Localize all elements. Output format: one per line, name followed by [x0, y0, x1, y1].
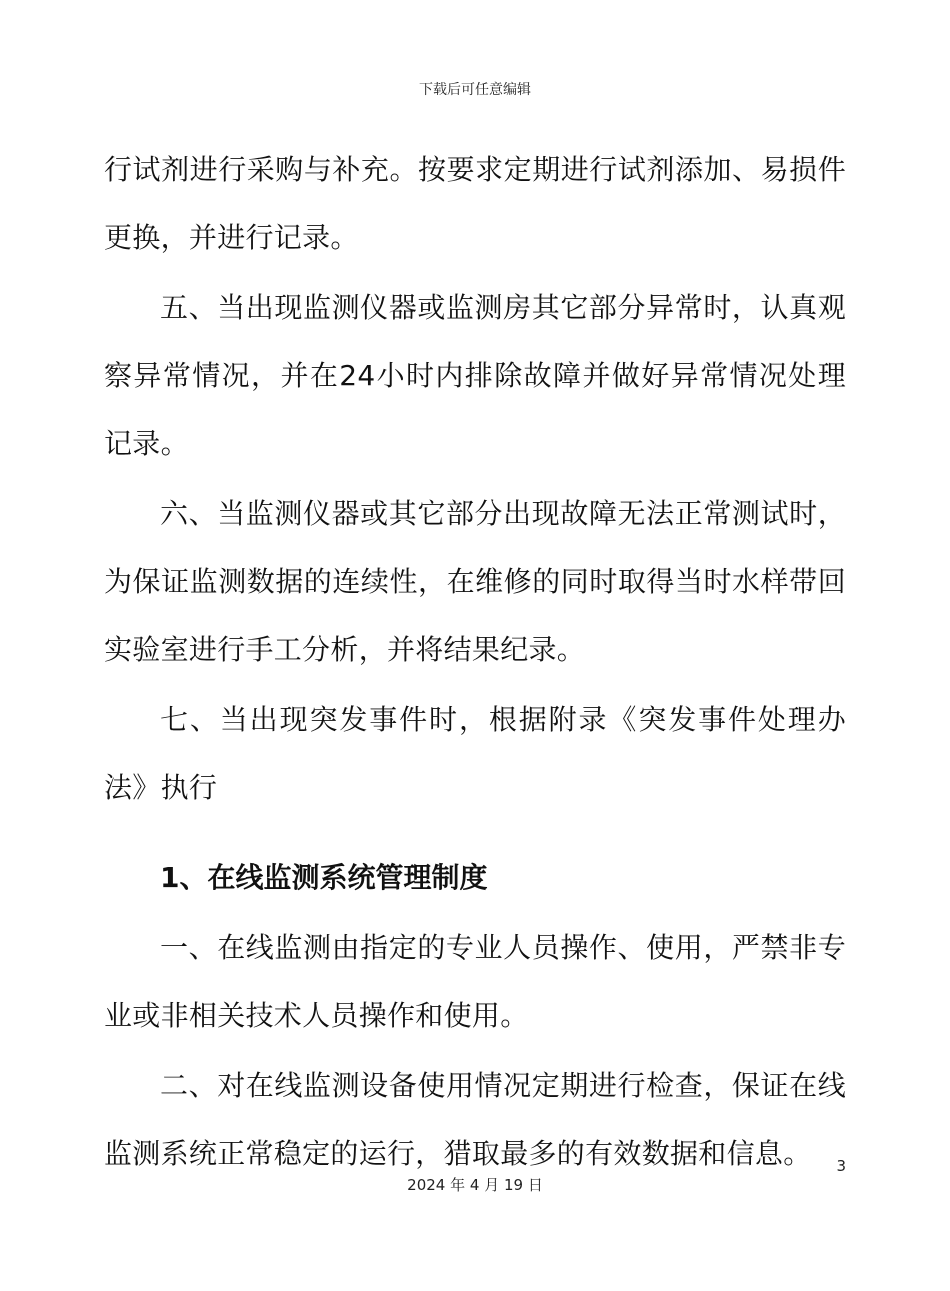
footer-date: 2024 年 4 月 19 日: [407, 1176, 543, 1194]
page-number: 3: [836, 1157, 846, 1175]
page-header: 下载后可任意编辑: [419, 82, 531, 98]
paragraph-item-seven: 七、当出现突发事件时，根据附录《突发事件处理办法》执行: [104, 703, 846, 804]
paragraph-rule-one: 一、在线监测由指定的专业人员操作、使用，严禁非专业或非相关技术人员操作和使用。: [104, 931, 846, 1032]
paragraph-item-five: 五、当出现监测仪器或监测房其它部分异常时，认真观察异常情况，并在24小时内排除故障并做好异常情况处理记录。: [104, 291, 846, 460]
paragraph-rule-two: 二、对在线监测设备使用情况定期进行检查，保证在线监测系统正常稳定的运行，猎取最多的有效数据和信息。: [104, 1069, 846, 1170]
paragraph-continued: 行试剂进行采购与补充。按要求定期进行试剂添加、易损件更换，并进行记录。: [104, 153, 846, 254]
paragraph-item-six: 六、当监测仪器或其它部分出现故障无法正常测试时，为保证监测数据的连续性，在维修的同时取得当时水样带回实验室进行手工分析，并将结果纪录。: [104, 497, 846, 666]
section-heading: 1、在线监测系统管理制度: [160, 861, 488, 894]
document-body: [104, 136, 846, 1190]
